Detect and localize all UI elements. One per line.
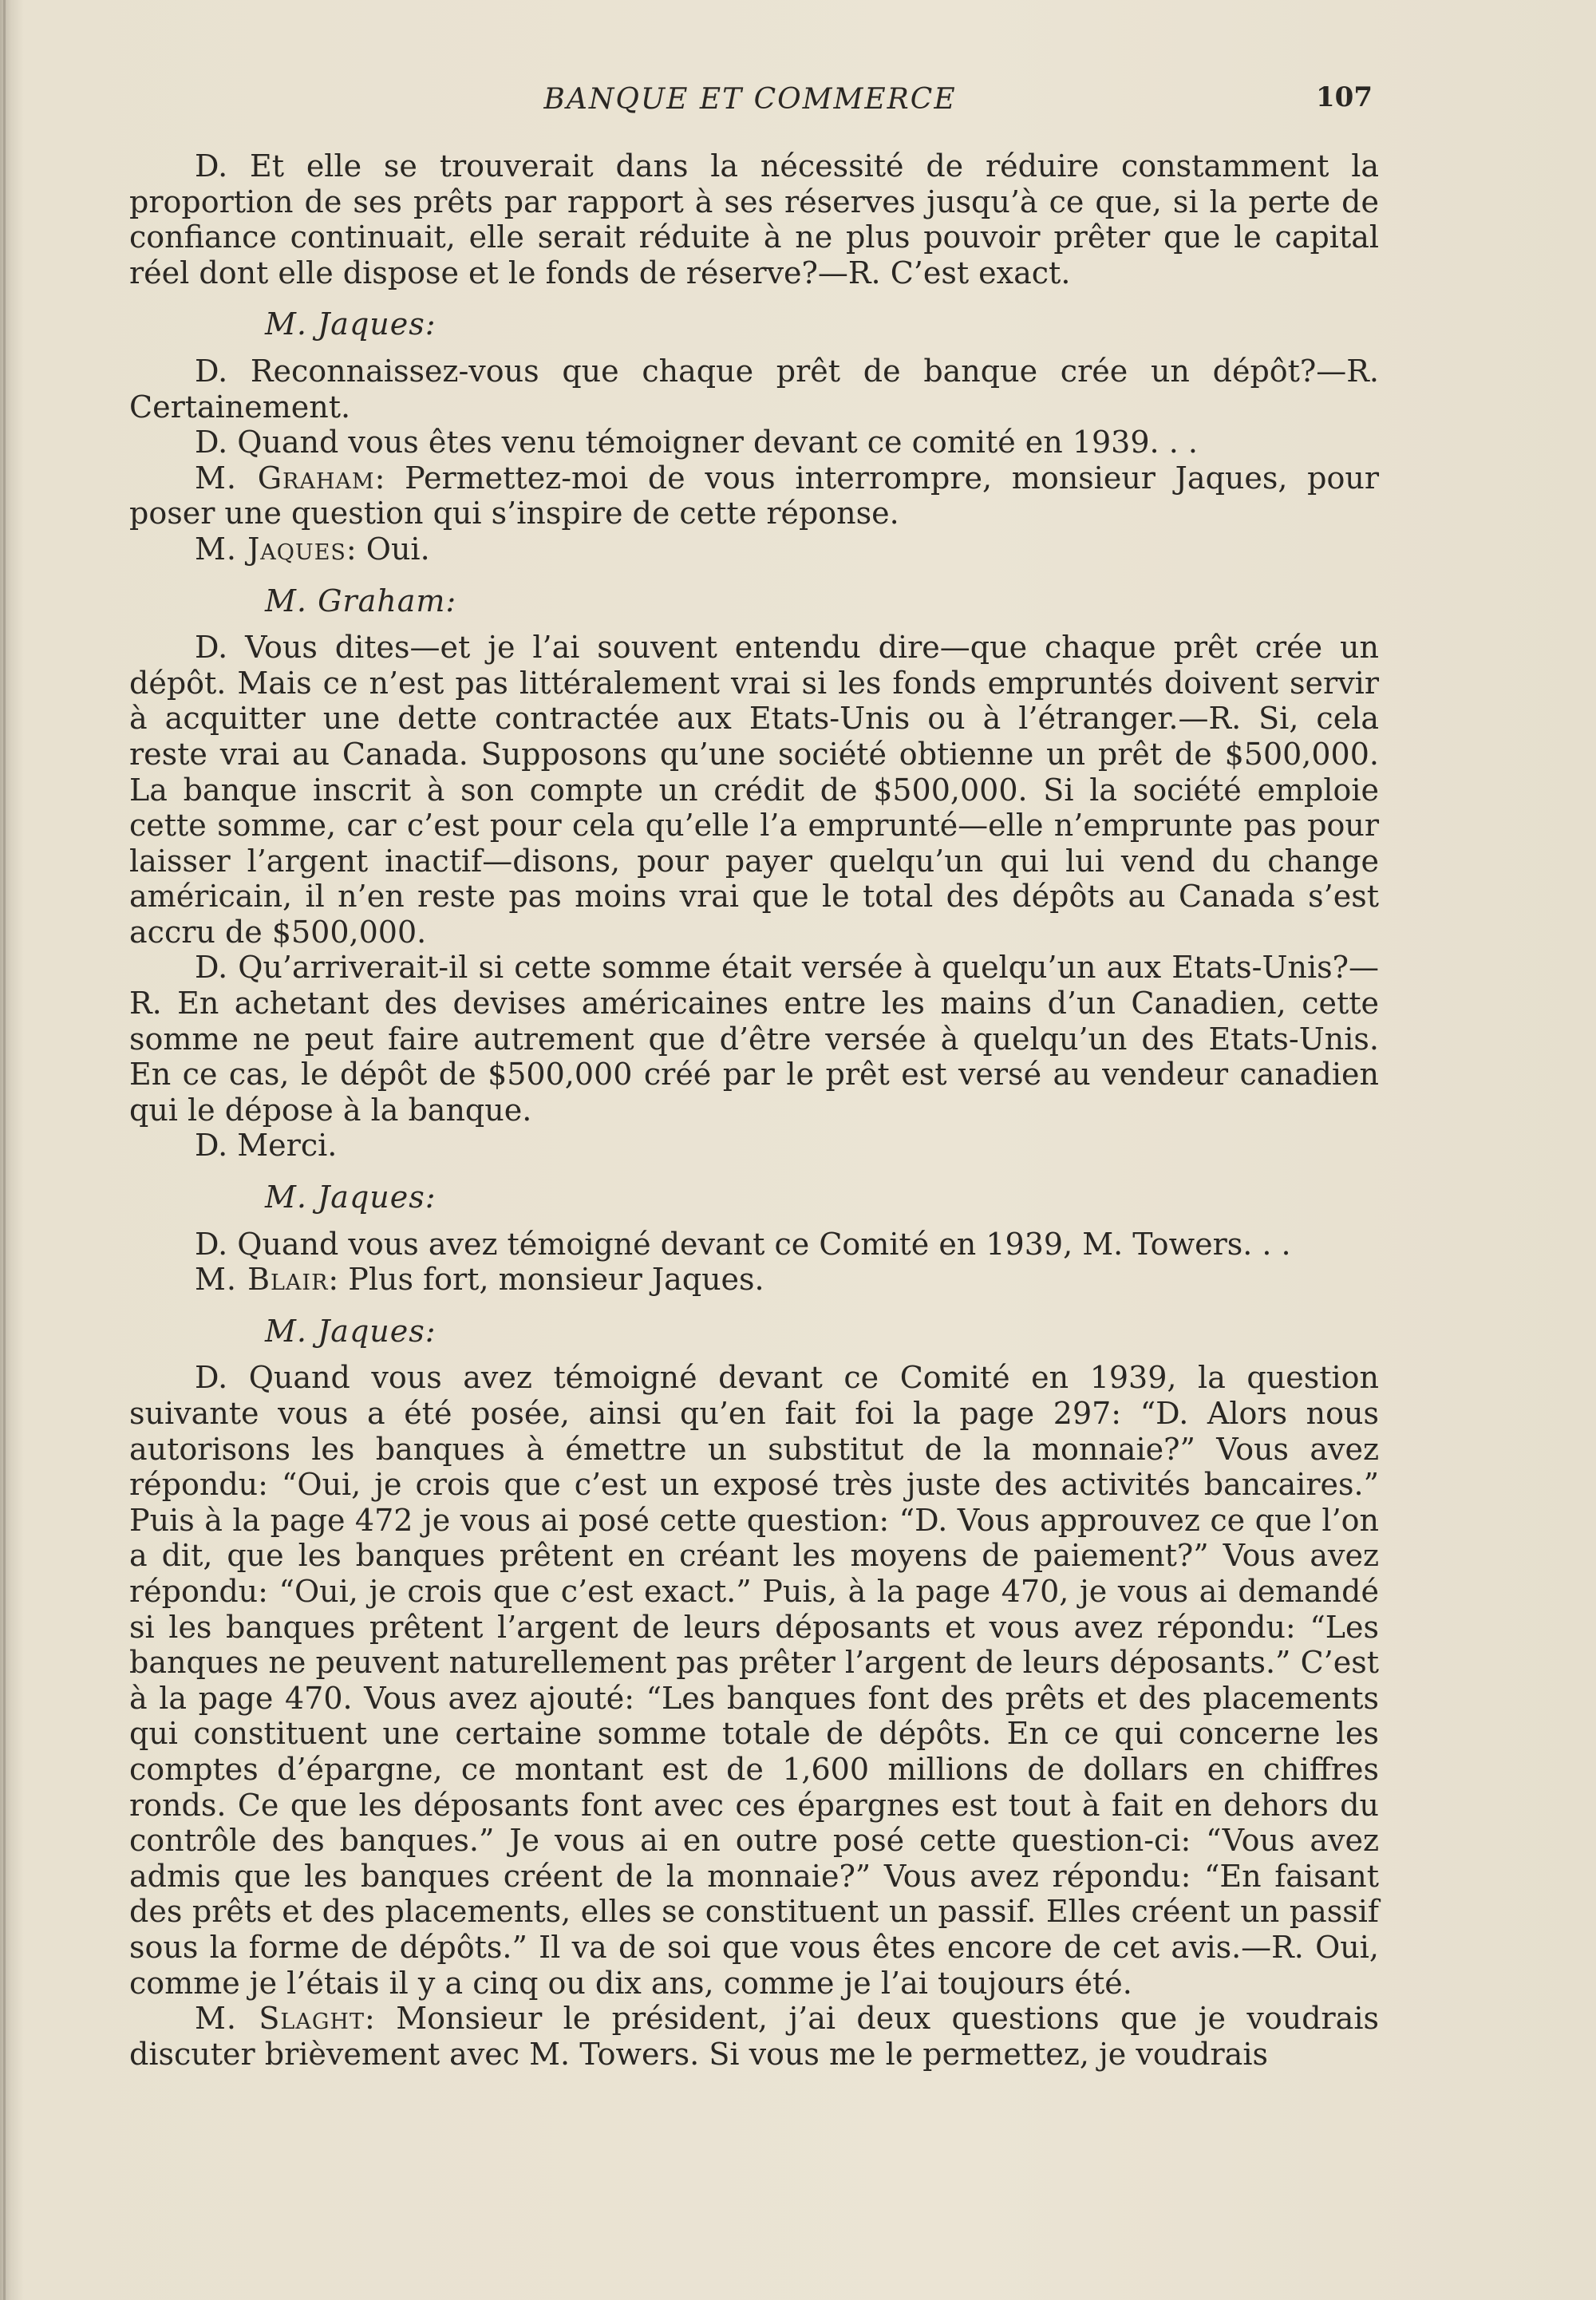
speaker-heading: M. Graham:: [265, 583, 457, 618]
paragraph: D. Merci.: [195, 1128, 338, 1164]
speaker-name: M. Graham: [195, 460, 375, 496]
paragraph: D. Qu’arriverait-il si cette somme était versée à quelqu’un aux Etats-Unis?—R. En achetant des devises américaines entre les mains d’un Canadien, cette somme ne peut faire autrement que d’être versée à quelqu’un des Etats-Unis. En ce cas, le dépôt de $500,000 créé par le prêt est versé au vendeur canadien qui le dépose à la banque.: [129, 950, 1379, 1128]
running-title: BANQUE ET COMMERCE: [543, 83, 957, 116]
paragraph: D. Vous dites—et je l’ai souvent entendu dire—que chaque prêt crée un dépôt. Mais ce n’est pas littéralement vrai si les fonds empruntés doivent servir à acquitter une dette contractée aux Etats-Unis ou à l’étranger.—R. Si, cela reste vrai au Canada. Supposons qu’une société obtienne un prêt de $500,000. La banque inscrit à son compte un crédit de $500,000. Si la société emploie cette somme, car c’est pour cela qu’elle l’a emprunté—elle n’emprunte pas pour laisser l’argent inactif—disons, pour payer quelqu’un qui lui vend du change américain, il n’en reste pas moins vrai que le total des dépôts au Canada s’est accru de $500,000.: [129, 630, 1379, 950]
page-number: 107: [1316, 81, 1373, 113]
paragraph-text: : Oui.: [346, 531, 430, 567]
paragraph: D. Reconnaissez-vous que chaque prêt de banque crée un dépôt?—R. Certainement.: [129, 353, 1379, 425]
paragraph: [129, 1262, 1379, 1298]
binding-gutter: [3, 0, 6, 2300]
speaker-name: M. Slaght: [195, 2001, 365, 2037]
paragraph: [129, 532, 1379, 567]
paragraph-text: : Monsieur le président, j’ai deux questions que je voudrais discuter brièvement avec M. Towers. Si vous me le permettez, je voudrais: [129, 2001, 1379, 2072]
paragraph: D. Et elle se trouverait dans la nécessité de réduire constamment la proportion de ses prêts par rapport à ses réserves jusqu’à ce que, si la perte de confiance continuait, elle serait réduite à ne plus pouvoir prêter que le capital réel dont elle dispose et le fonds de réserve?—R. C’est exact.: [129, 148, 1379, 290]
speaker-name: M. Blair: [195, 1262, 329, 1298]
paragraph: D. Quand vous avez témoigné devant ce Comité en 1939, M. Towers. . .: [195, 1226, 1291, 1262]
paragraph-text: : Permettez-moi de vous interrompre, monsieur Jaques, pour poser une question qui s’inspire de cette réponse.: [129, 460, 1379, 532]
paragraph: [129, 460, 1379, 532]
speaker-heading: M. Jaques:: [265, 1313, 437, 1349]
speaker-heading: M. Jaques:: [265, 1180, 437, 1215]
speaker-name: M. Jaques: [195, 531, 346, 567]
paragraph: D. Quand vous êtes venu témoigner devant ce comité en 1939. . .: [195, 425, 1198, 460]
body-text: [129, 148, 1379, 2072]
paragraph: [129, 2001, 1379, 2072]
speaker-heading: M. Jaques:: [265, 306, 437, 342]
page-header: [128, 78, 1373, 126]
paragraph-text: : Plus fort, monsieur Jaques.: [328, 1262, 764, 1298]
paragraph: D. Quand vous avez témoigné devant ce Comité en 1939, la question suivante vous a été posée, ainsi qu’en fait foi la page 297: “D. Alors nous autorisons les banques à émettre un substitut de la monnaie?” Vous avez répondu: “Oui, je crois que c’est un exposé très juste des activités bancaires.” Puis à la page 472 je vous ai posé cette question: “D. Vous approuvez ce que l’on a dit, que les banques prêtent en créant les moyens de paiement?” Vous avez répondu: “Oui, je crois que c’est exact.” Puis, à la page 470, je vous ai demandé si les banques prêtent l’argent de leurs déposants et vous avez répondu: “Les banques ne peuvent naturellement pas prêter l’argent de leurs déposants.” C’est à la page 470. Vous avez ajouté: “Les banques font des prêts et des placements qui constituent une certaine somme totale de dépôts. En ce qui concerne les comptes d’épargne, ce montant est de 1,600 millions de dollars en chiffres ronds. Ce que les déposants font avec ces épargnes est tout à fait en dehors du contrôle des banques.” Je vous ai en outre posé cette question-ci: “Vous avez admis que les banques créent de la monnaie?” Vous avez répondu: “En faisant des prêts et des placements, elles se constituent un passif. Elles créent un passif sous la forme de dépôts.” Il va de soi que vous êtes encore de cet avis.—R. Oui, comme je l’étais il y a cinq ou dix ans, comme je l’ai toujours été.: [129, 1360, 1379, 2001]
